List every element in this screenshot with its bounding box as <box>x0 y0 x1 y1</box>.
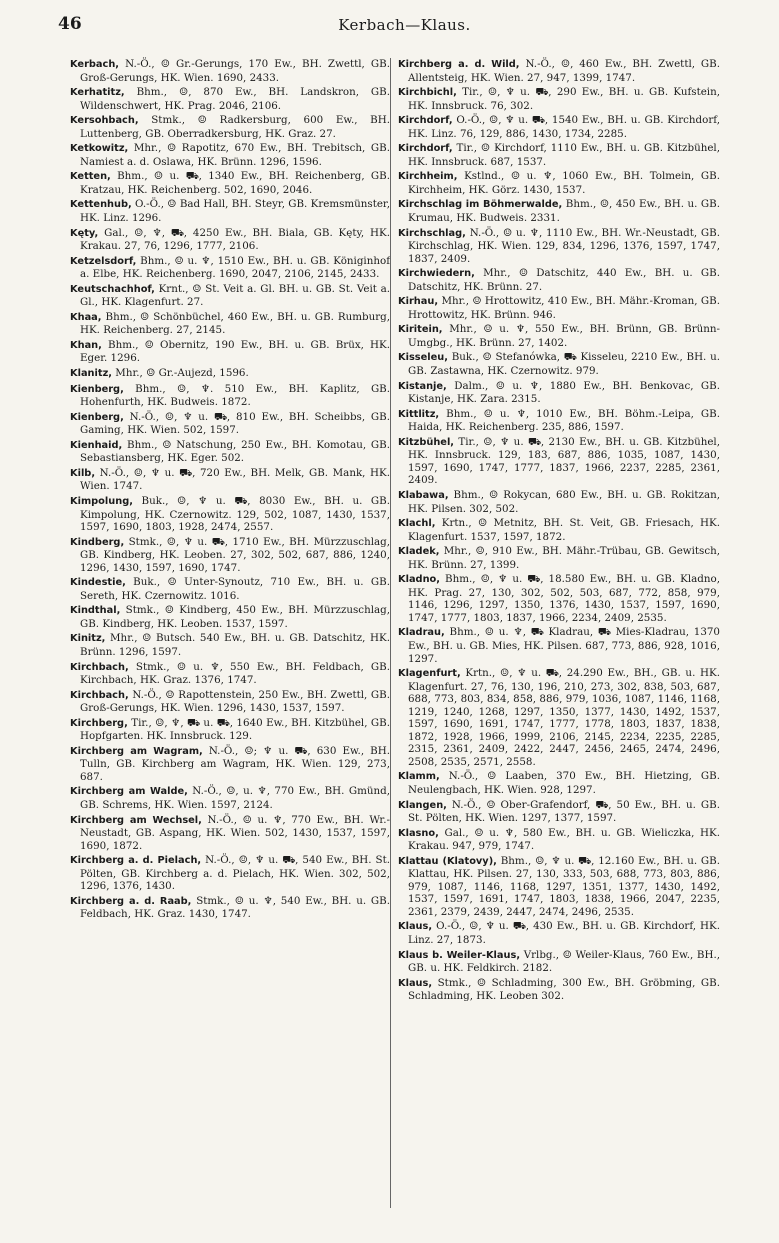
gazetteer-entry <box>398 227 720 266</box>
entry-details: Bhm., ☺ u. ♆, 1010 Ew., BH. Böhm.-Leipa, GB. Haida, HK. Reichenberg. 235, 886, 1597. <box>408 407 720 434</box>
entry-details: Stmk., ☺, ♆ u. ⛟, 1710 Ew., BH. Mürzzuschlag, GB. Kindberg, HK. Leoben. 27, 302, 502, 687, 886, 1240, 1296, 1430, 1597, 1690, 1747. <box>80 535 391 574</box>
gazetteer-entry <box>70 311 390 337</box>
gazetteer-entry <box>398 86 720 112</box>
gazetteer-entry <box>70 227 390 253</box>
column-divider <box>390 58 391 1208</box>
entry-place-name: Kirchschlag, <box>398 227 466 239</box>
entry-details: Bhm., ☺, ♆ u. ⛟, 12.160 Ew., BH. u. GB. Klattau, HK. Pilsen. 27, 130, 333, 503, 688, 773, 803, 886, 979, 1087, 1146, 1168, 1297, 1351, 1377, 1430, 1492, 1537, 1597, 1691, 1747, 1803, 1838, 1966, 2047, 2235, 2361, 2379, 2439, 2447, 2474, 2496, 2535. <box>408 854 720 918</box>
entry-details: N.-Ö., ☺, 460 Ew., BH. Zwettl, GB. Allentsteig, HK. Wien. 27, 947, 1399, 1747. <box>408 58 720 84</box>
gazetteer-entry <box>398 295 720 321</box>
gazetteer-entry <box>70 339 390 365</box>
entry-details: N.-Ö., ☺ Laaben, 370 Ew., BH. Hietzing, GB. Neulengbach, HK. Wien. 928, 1297. <box>408 770 720 796</box>
entry-place-name: Kienhaid, <box>70 439 123 451</box>
entry-place-name: Kittlitz, <box>398 408 440 420</box>
entry-place-name: Kirchschlag im Böhmerwalde, <box>398 199 563 211</box>
gazetteer-entry <box>398 799 720 825</box>
entry-place-name: Klaus, <box>398 977 433 989</box>
entry-details: Mhr., ☺, 910 Ew., BH. Mähr.-Trübau, GB. Gewitsch, HK. Brünn. 27, 1399. <box>408 545 720 571</box>
entry-place-name: Ketten, <box>70 171 111 183</box>
entry-details: Stmk., ☺ Kindberg, 450 Ew., BH. Mürzzuschlag, GB. Kindberg, HK. Leoben. 1537, 1597. <box>80 604 390 630</box>
right-column <box>398 58 720 1005</box>
entry-place-name: Klattau (Klatovy), <box>398 855 497 867</box>
entry-place-name: Klaus, <box>398 921 433 933</box>
entry-place-name: Kirchberg a. d. Pielach, <box>70 855 202 867</box>
gazetteer-entry <box>398 198 720 224</box>
entry-place-name: Kladno, <box>398 574 441 586</box>
entry-details: N.-Ö., ☺, ♆ u. ⛟, 540 Ew., BH. St. Pölten, GB. Kirchberg a. d. Pielach, HK. Wien. 302, 502, 1296, 1376, 1430. <box>80 854 390 893</box>
entry-details: O.-Ö., ☺ Bad Hall, BH. Steyr, GB. Kremsmünster, HK. Linz. 1296. <box>80 198 390 225</box>
entry-details: Bhm., ☺ Schönbüchel, 460 Ew., BH. u. GB. Rumburg, HK. Reichenberg. 27, 2145. <box>80 310 390 337</box>
gazetteer-entry <box>398 58 720 84</box>
gazetteer-entry <box>70 411 390 437</box>
entry-place-name: Ketkowitz, <box>70 143 129 155</box>
entry-details: Mhr., ☺ u. ♆, 550 Ew., BH. Brünn, GB. Brünn-Umgbg., HK. Brünn. 27, 1402. <box>408 323 720 349</box>
gazetteer-entry <box>70 632 390 658</box>
entry-place-name: Klanitz, <box>70 368 113 380</box>
entry-details: Krtn., ☺, ♆ u. ⛟, 24.290 Ew., BH., GB. u. HK. Klagenfurt. 27, 76, 130, 196, 210, 273, 302, 838, 503, 687, 688, 773, 803, 834, 858, 886, 979, 1036, 1087, 1146, 1168, 1219, 1240, 1268, 1297, 1350, 1377, 1430, 1492, 1537, 1597, 1690, 1691, 1747, 1777, 1778, 1803, 1837, 1838, 1872, 1928, 1966, 1999, 2106, 2145, 2234, 2235, 2285, 2315, 2361, 2409, 2422, 2447, 2456, 2465, 2474, 2496, 2508, 2535, 2571, 2558. <box>408 667 720 768</box>
entry-details: Buk., ☺ Stefanówka, ⛟ Kisseleu, 2210 Ew., BH. u. GB. Zastawna, HK. Czernowitz. 979. <box>408 351 720 378</box>
entry-place-name: Kirchberg a. d. Raab, <box>70 895 192 907</box>
gazetteer-entry <box>70 255 390 281</box>
entry-details: O.-Ö., ☺, ♆ u. ⛟, 430 Ew., BH. u. GB. Kirchdorf, HK. Linz. 27, 1873. <box>408 920 720 946</box>
entry-place-name: Khan, <box>70 339 102 351</box>
entry-place-name: Khaa, <box>70 311 102 323</box>
page-number: 46 <box>58 14 82 34</box>
entry-place-name: Kisseleu, <box>398 352 448 364</box>
entry-details: N.-Ö., ☺, u. ♆, 770 Ew., BH. Gmünd, GB. Schrems, HK. Wien. 1597, 2124. <box>80 785 390 811</box>
gazetteer-entry <box>70 661 390 687</box>
gazetteer-entry <box>398 977 720 1003</box>
entry-details: Tir., ☺, ♆ u. ⛟, 2130 Ew., BH. u. GB. Kitzbühel, HK. Innsbruck. 129, 183, 687, 886, 1035, 1087, 1430, 1597, 1690, 1747, 1777, 1837, 1966, 2237, 2285, 2361, 2409. <box>408 435 720 487</box>
gazetteer-entry <box>70 114 390 140</box>
entry-place-name: Kiritein, <box>398 324 443 336</box>
entry-details: Bhm., ☺ u. ♆, 1510 Ew., BH. u. GB. Königinhof a. Elbe, HK. Reichenberg. 1690, 2047, 2106, 2145, 2433. <box>80 254 391 281</box>
gazetteer-entry <box>398 142 720 168</box>
entry-place-name: Kienberg, <box>70 411 124 423</box>
entry-details: Stmk., ☺ Radkersburg, 600 Ew., BH. Luttenberg, GB. Oberradkersburg, HK. Graz. 27. <box>80 114 391 140</box>
entry-place-name: Keutschachhof, <box>70 283 155 295</box>
gazetteer-entry <box>70 283 390 309</box>
gazetteer-entry <box>398 827 720 853</box>
entry-place-name: Kilb, <box>70 467 96 479</box>
entry-place-name: Ketzelsdorf, <box>70 255 137 267</box>
entry-place-name: Kęty, <box>70 227 99 239</box>
entry-place-name: Kirchheim, <box>398 171 458 183</box>
entry-place-name: Klachl, <box>398 518 436 530</box>
gazetteer-entry <box>70 604 390 630</box>
entry-details: Bhm., ☺ Rokycan, 680 Ew., BH. u. GB. Rokitzan, HK. Pilsen. 302, 502. <box>408 488 720 515</box>
entry-details: Tir., ☺, ♆ u. ⛟, 290 Ew., BH. u. GB. Kufstein, HK. Innsbruck. 76, 302. <box>408 86 720 112</box>
gazetteer-entry <box>398 667 720 768</box>
left-column <box>70 58 390 923</box>
gazetteer-entry <box>398 770 720 796</box>
entry-details: Bhm., ☺, 450 Ew., BH. u. GB. Krumau, HK. Budweis. 2331. <box>408 198 720 225</box>
gazetteer-entry <box>398 489 720 515</box>
entry-place-name: Kirchbichl, <box>398 87 457 99</box>
entry-place-name: Kerhatitz, <box>70 87 125 99</box>
gazetteer-entry <box>398 170 720 196</box>
entry-place-name: Kirchwiedern, <box>398 268 475 280</box>
gazetteer-entry <box>70 439 390 465</box>
gazetteer-entry <box>398 545 720 571</box>
entry-place-name: Kirchdorf, <box>398 143 453 155</box>
gazetteer-entry <box>70 814 390 853</box>
gazetteer-entry <box>70 854 390 893</box>
entry-place-name: Kersohbach, <box>70 115 139 127</box>
entry-details: Krnt., ☺ St. Veit a. Gl. BH. u. GB. St. Veit a. Gl., HK. Klagenfurt. 27. <box>80 282 390 309</box>
entry-details: Buk., ☺, ♆ u. ⛟, 8030 Ew., BH. u. GB. Kimpolung, HK. Czernowitz. 129, 502, 1087, 1430, 1537, 1597, 1690, 1803, 1928, 2474, 2557. <box>80 494 390 534</box>
entry-details: Bhm., ☺, ♆ u. ⛟, 18.580 Ew., BH. u. GB. Kladno, HK. Prag. 27, 130, 302, 502, 503, 687, 772, 858, 979, 1146, 1296, 1297, 1350, 1376, 1430, 1537, 1597, 1690, 1747, 1777, 1803, 1837, 1966, 2234, 2409, 2535. <box>408 573 720 624</box>
gazetteer-entry <box>70 576 390 602</box>
entry-place-name: Kirchberg am Wagram, <box>70 745 203 757</box>
gazetteer-entry <box>398 323 720 349</box>
gazetteer-entry <box>70 689 390 715</box>
gazetteer-entry <box>70 717 390 743</box>
entry-place-name: Kerbach, <box>70 59 120 70</box>
gazetteer-entry <box>398 351 720 377</box>
entry-details: Mhr., ☺ Gr.-Aujezd, 1596. <box>115 367 249 380</box>
entry-details: N.-Ö., ☺, ♆ u. ⛟, 810 Ew., BH. Scheibbs, GB. Gaming, HK. Wien. 502, 1597. <box>80 410 390 437</box>
gazetteer-entry <box>70 142 390 168</box>
entry-details: N.-Ö., ☺ Rapottenstein, 250 Ew., BH. Zwettl, GB. Groß-Gerungs, HK. Wien. 1296, 1430, 1537, 1597. <box>80 688 390 715</box>
entry-details: Bhm., ☺ u. ♆, ⛟ Kladrau, ⛟ Mies-Kladrau, 1370 Ew., BH. u. GB. Mies, HK. Pilsen. 687, 773, 886, 928, 1016, 1297. <box>408 626 720 665</box>
gazetteer-entry <box>70 495 390 534</box>
entry-place-name: Kirchbach, <box>70 661 129 673</box>
gazetteer-entry <box>70 86 390 112</box>
entry-details: Kstlnd., ☺ u. ♆, 1060 Ew., BH. Tolmein, GB. Kirchheim, HK. Görz. 1430, 1537. <box>408 170 720 196</box>
entry-place-name: Kirchberg a. d. Wild, <box>398 59 520 70</box>
entry-place-name: Kimpolung, <box>70 495 133 507</box>
entry-details: Dalm., ☺ u. ♆, 1880 Ew., BH. Benkovac, GB. Kistanje, HK. Zara. 2315. <box>408 379 721 406</box>
entry-details: Tir., ☺ Kirchdorf, 1110 Ew., BH. u. GB. Kitzbühel, HK. Innsbruck. 687, 1537. <box>408 142 720 168</box>
entry-details: Stmk., ☺ Schladming, 300 Ew., BH. Gröbming, GB. Schladming, HK. Leoben 302. <box>408 976 720 1003</box>
entry-place-name: Kettenhub, <box>70 199 132 211</box>
page-header <box>58 14 751 40</box>
entry-details: Bhm., ☺ u. ⛟, 1340 Ew., BH. Reichenberg, GB. Kratzau, HK. Reichenberg. 502, 1690, 2046. <box>80 170 390 196</box>
entry-place-name: Kirhau, <box>398 296 439 308</box>
entry-place-name: Kirchberg, <box>70 717 128 729</box>
entry-details: Mhr., ☺ Butsch. 540 Ew., BH. u. GB. Datschitz, HK. Brünn. 1296, 1597. <box>80 632 390 658</box>
entry-details: Krtn., ☺ Metnitz, BH. St. Veit, GB. Friesach, HK. Klagenfurt. 1537, 1597, 1872. <box>408 517 720 543</box>
entry-details: N.-Ö., ☺ Gr.-Gerungs, 170 Ew., BH. Zwettl, GB. Groß-Gerungs, HK. Wien. 1690, 2433. <box>80 58 390 84</box>
entry-details: Tir., ☺, ♆, ⛟ u. ⛟, 1640 Ew., BH. Kitzbühel, GB. Hopfgarten. HK. Innsbruck. 129. <box>80 716 390 743</box>
entry-place-name: Klangen, <box>398 799 447 811</box>
entry-details: N.-Ö., ☺ Ober-Grafendorf, ⛟, 50 Ew., BH. u. GB. St. Pölten, HK. Wien. 1297, 1377, 1597. <box>408 798 720 825</box>
entry-place-name: Kirchberg am Wechsel, <box>70 814 202 826</box>
entry-details: N.-Ö., ☺ u. ♆, 1110 Ew., BH. Wr.-Neustadt, GB. Kirchschlag, HK. Wien. 129, 834, 1296, 1376, 1597, 1747, 1837, 2409. <box>408 226 720 265</box>
entry-place-name: Kindthal, <box>70 605 121 617</box>
gazetteer-entry <box>70 383 390 409</box>
gazetteer-entry <box>398 380 720 406</box>
gazetteer-entry <box>70 536 390 575</box>
gazetteer-entry <box>70 467 390 493</box>
entry-place-name: Kindestie, <box>70 577 126 589</box>
entry-place-name: Kindberg, <box>70 536 125 548</box>
gazetteer-entry <box>398 920 720 946</box>
entry-details: Gal., ☺ u. ♆, 580 Ew., BH. u. GB. Wieliczka, HK. Krakau. 947, 979, 1747. <box>408 826 720 853</box>
entry-place-name: Kirchdorf, <box>398 115 453 127</box>
gazetteer-entry <box>70 785 390 811</box>
entry-place-name: Kistanje, <box>398 380 447 392</box>
gazetteer-entry <box>398 114 720 140</box>
entry-place-name: Klasno, <box>398 827 439 839</box>
gazetteer-entry <box>70 367 390 381</box>
entry-details: Mhr., ☺ Rapotitz, 670 Ew., BH. Trebitsch, GB. Namiest a. d. Oslawa, HK. Brünn. 1296, 1596. <box>80 142 390 168</box>
gazetteer-entry <box>398 436 720 487</box>
entry-place-name: Klabawa, <box>398 489 449 501</box>
gazetteer-entry <box>398 408 720 434</box>
entry-details: Stmk., ☺ u. ♆, 550 Ew., BH. Feldbach, GB. Kirchbach, HK. Graz. 1376, 1747. <box>80 660 390 687</box>
entry-details: Bhm., ☺ Obernitz, 190 Ew., BH. u. GB. Brüx, HK. Eger. 1296. <box>80 338 390 365</box>
page-title: Kerbach—Klaus. <box>338 16 471 34</box>
entry-place-name: Klamm, <box>398 771 440 783</box>
entry-details: Mhr., ☺ Hrottowitz, 410 Ew., BH. Mähr.-Kroman, GB. Hrottowitz, HK. Brünn. 946. <box>408 295 720 321</box>
gazetteer-entry <box>70 745 390 784</box>
gazetteer-entry <box>398 267 720 293</box>
entry-place-name: Kirchberg am Walde, <box>70 786 188 798</box>
gazetteer-entry <box>70 895 390 921</box>
gazetteer-entry <box>70 198 390 224</box>
entry-place-name: Kinitz, <box>70 633 106 645</box>
entry-details: N.-Ö., ☺; ♆ u. ⛟, 630 Ew., BH. Tulln, GB. Kirchberg am Wagram, HK. Wien. 129, 273, 687. <box>80 744 390 783</box>
gazetteer-entry <box>398 949 720 975</box>
entry-details: N.-Ö., ☺, ♆ u. ⛟, 720 Ew., BH. Melk, GB. Mank, HK. Wien. 1747. <box>80 466 391 493</box>
entry-details: Stmk., ☺ u. ♆, 540 Ew., BH. u. GB. Feldbach, HK. Graz. 1430, 1747. <box>80 894 390 921</box>
entry-place-name: Klaus b. Weiler-Klaus, <box>398 949 521 961</box>
entry-place-name: Kladrau, <box>398 627 445 639</box>
gazetteer-entry <box>398 517 720 543</box>
entry-details: Bhm., ☺, ♆. 510 Ew., BH. Kaplitz, GB. Hohenfurth, HK. Budweis. 1872. <box>80 382 391 409</box>
entry-place-name: Klagenfurt, <box>398 668 461 680</box>
entry-details: O.-Ö., ☺, ♆ u. ⛟, 1540 Ew., BH. u. GB. Kirchdorf, HK. Linz. 76, 129, 886, 1430, 1734, 2285. <box>408 114 720 140</box>
entry-details: Mhr., ☺ Datschitz, 440 Ew., BH. u. GB. Datschitz, HK. Brünn. 27. <box>408 267 720 293</box>
gazetteer-entry <box>70 58 390 84</box>
entry-details: Buk., ☺ Unter-Synoutz, 710 Ew., BH. u. GB. Sereth, HK. Czernowitz. 1016. <box>80 576 390 602</box>
entry-details: Bhm., ☺ Natschung, 250 Ew., BH. Komotau, GB. Sebastiansberg, HK. Eger. 502. <box>80 438 390 465</box>
entry-details: Vrlbg., ☺ Weiler-Klaus, 760 Ew., BH., GB. u. HK. Feldkirch. 2182. <box>408 948 720 975</box>
gazetteer-entry <box>398 573 720 624</box>
gazetteer-entry <box>398 626 720 665</box>
entry-details: N.-Ö., ☺ u. ♆, 770 Ew., BH. Wr.-Neustadt, GB. Aspang, HK. Wien. 502, 1430, 1537, 1597, 1690, 1872. <box>80 813 390 852</box>
entry-details: Gal., ☺, ♆, ⛟, 4250 Ew., BH. Biala, GB. Kęty, HK. Krakau. 27, 76, 1296, 1777, 2106. <box>80 226 390 253</box>
entry-place-name: Kladek, <box>398 546 440 558</box>
entry-details: Bhm., ☺, 870 Ew., BH. Landskron, GB. Wildenschwert, HK. Prag. 2046, 2106. <box>80 86 390 112</box>
entry-place-name: Kitzbühel, <box>398 436 455 448</box>
entry-place-name: Kirchbach, <box>70 689 129 701</box>
entry-place-name: Kienberg, <box>70 383 124 395</box>
gazetteer-entry <box>398 855 720 919</box>
gazetteer-entry <box>70 170 390 196</box>
